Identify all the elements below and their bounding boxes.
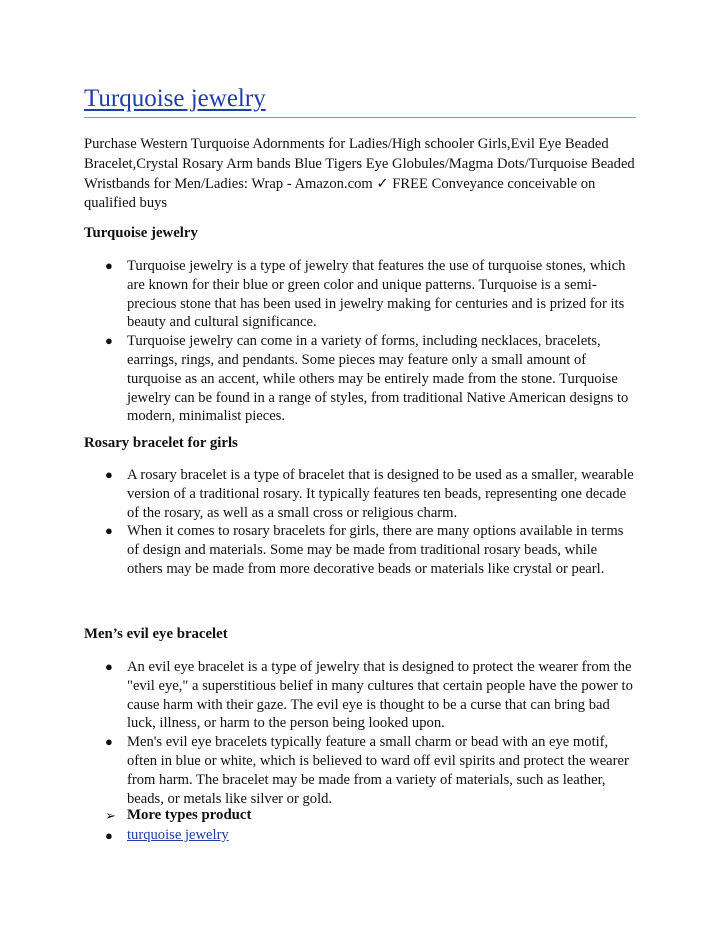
list-item bbox=[84, 733, 636, 808]
list-item bbox=[84, 332, 636, 426]
bullet-list-evil-eye bbox=[84, 658, 636, 808]
list-item bbox=[84, 658, 636, 733]
list-item-text: Turquoise jewelry can come in a variety of forms, including necklaces, bracelets, earrings, rings, and pendants. Some pieces may feature only a small amount of turquoise as an accent, while others may be entirely made from the stone. Turquoise jewelry can be found in a range of styles, from traditional Native American designs to modern, minimalist pieces. bbox=[127, 333, 629, 425]
bullet-icon: ● bbox=[105, 828, 113, 843]
bullet-list-rosary bbox=[84, 466, 636, 579]
bullet-icon: ● bbox=[105, 333, 113, 349]
more-types-label: More types product bbox=[127, 807, 252, 823]
list-item-text: When it comes to rosary bracelets for girls, there are many options available in terms of design and materials. Some may be made from traditional rosary beads, while others may be made from more decorative beads or materials like crystal or pearl. bbox=[127, 523, 624, 577]
section-heading-evil-eye-bracelet: Men’s evil eye bracelet bbox=[84, 626, 228, 642]
title-rule bbox=[84, 117, 636, 118]
list-item-text: Men's evil eye bracelets typically feature a small charm or bead with an eye motif, often in blue or white, which is believed to ward off evil spirits and protect the wearer from harm. The bracelet may be made from a variety of materials, such as leather, beads, or metals like silver or gold. bbox=[127, 734, 629, 807]
intro-paragraph: Purchase Western Turquoise Adornments for Ladies/High schooler Girls,Evil Eye Beaded Bracelet,Crystal Rosary Arm bands Blue Tigers Eye Globules/Magma Dots/Turquoise Beaded Wristbands for Men/Ladies: Wrap - Amazon.com ✓ FREE Conveyance conceivable on qualified buys bbox=[84, 136, 635, 212]
section-heading-rosary-bracelet: Rosary bracelet for girls bbox=[84, 435, 238, 451]
bullet-icon: ● bbox=[105, 523, 113, 539]
list-item bbox=[84, 257, 636, 332]
section-heading-turquoise-jewelry: Turquoise jewelry bbox=[84, 225, 198, 241]
bullet-icon: ● bbox=[105, 467, 113, 482]
list-item bbox=[84, 522, 636, 578]
bullet-icon: ● bbox=[105, 734, 113, 750]
bullet-list-turquoise bbox=[84, 257, 636, 426]
turquoise-jewelry-link[interactable]: turquoise jewelry bbox=[127, 827, 229, 843]
bullet-icon: ● bbox=[105, 659, 113, 674]
list-item-text: An evil eye bracelet is a type of jewelry that is designed to protect the wearer from the "evil eye," a superstitious belief in many cultures that certain people have the power to cause harm with their gaze. The evil eye is thought to be a curse that can bring bad luck, illness, or harm to the person being looked upon. bbox=[127, 659, 633, 732]
page-title-link[interactable]: Turquoise jewelry bbox=[84, 85, 266, 112]
list-item-text: Turquoise jewelry is a type of jewelry that features the use of turquoise stones, which are known for their blue or green color and unique patterns. Turquoise is a semi-precious stone that has been used in jewelry making for centuries and is prized for its beauty and cultural significance. bbox=[127, 258, 626, 331]
bullet-icon: ● bbox=[105, 258, 113, 273]
list-item-text: A rosary bracelet is a type of bracelet that is designed to be used as a smaller, wearable version of a traditional rosary. It typically features ten beads, representing one decade of the rosary, as well as a small cross or religious charm. bbox=[127, 467, 634, 521]
arrow-bullet-icon: ➢ bbox=[105, 808, 116, 823]
list-item bbox=[84, 466, 636, 522]
